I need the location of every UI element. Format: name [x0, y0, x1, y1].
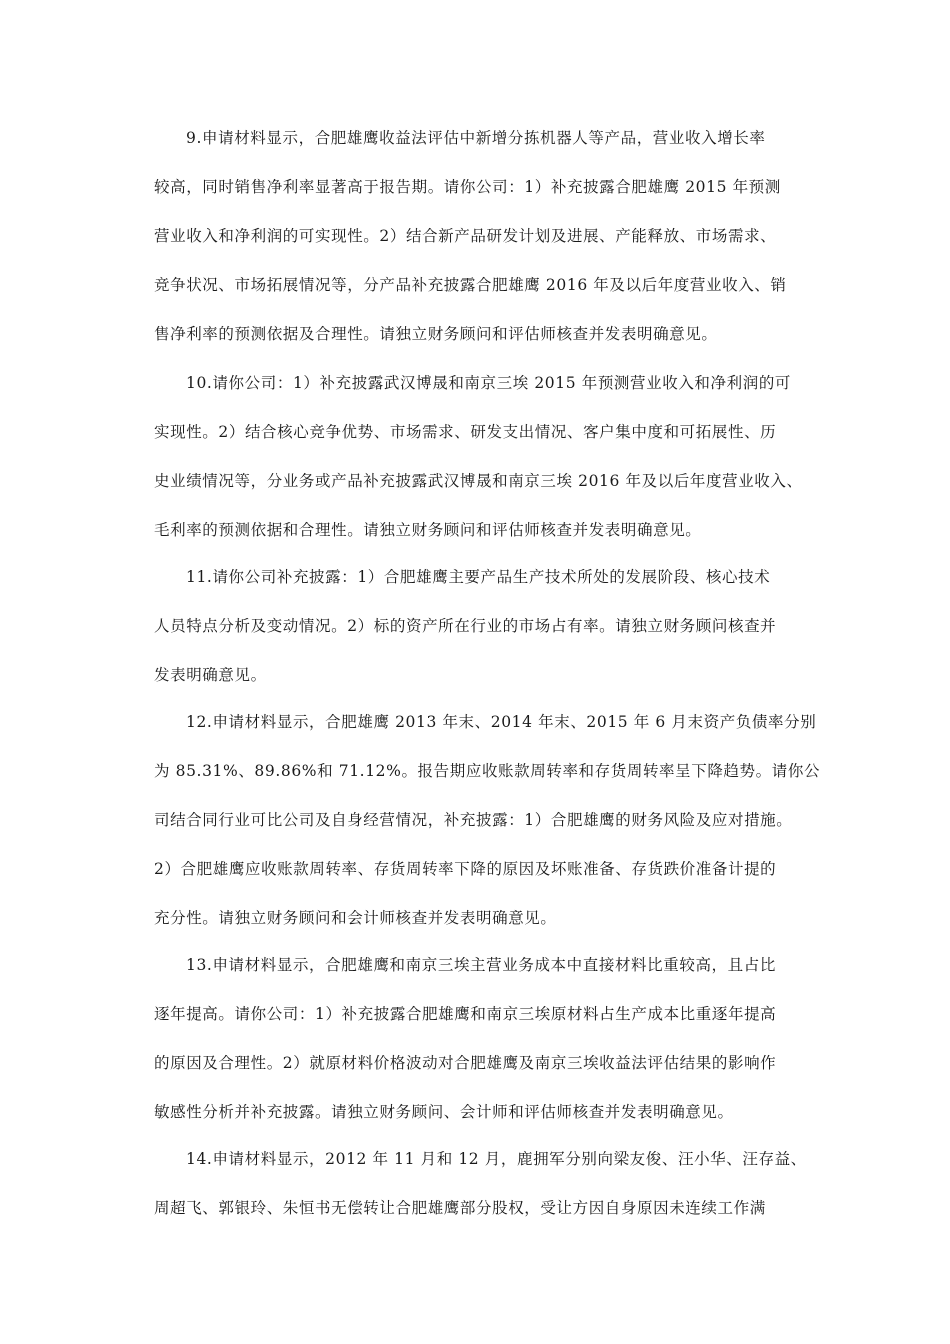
- q12-line-5: 充分性。请独立财务顾问和会计师核查并发表明确意见。: [154, 909, 557, 927]
- q10-line-3: 史业绩情况等，分业务或产品补充披露武汉博晟和南京三埃 2016 年及以后年度营业收入、: [154, 472, 803, 490]
- q12-line-3: 司结合同行业可比公司及自身经营情况，补充披露：1）合肥雄鹰的财务风险及应对措施。: [154, 811, 793, 829]
- q10-line-4: 毛利率的预测依据和合理性。请独立财务顾问和评估师核查并发表明确意见。: [154, 521, 702, 539]
- q12-line-1: 12.申请材料显示，合肥雄鹰 2013 年末、2014 年末、2015 年 6 月末资产负债率分别: [186, 713, 817, 731]
- q13-line-4: 敏感性分析并补充披露。请独立财务顾问、会计师和评估师核查并发表明确意见。: [154, 1103, 734, 1121]
- q14-line-2: 周超飞、郭银玲、朱恒书无偿转让合肥雄鹰部分股权，受让方因自身原因未连续工作满: [154, 1199, 766, 1217]
- q9-line-3: 营业收入和净利润的可实现性。2）结合新产品研发计划及进展、产能释放、市场需求、: [154, 227, 777, 245]
- q13-line-3: 的原因及合理性。2）就原材料价格波动对合肥雄鹰及南京三埃收益法评估结果的影响作: [154, 1054, 777, 1072]
- q11-line-1: 11.请你公司补充披露：1）合肥雄鹰主要产品生产技术所处的发展阶段、核心技术: [186, 568, 771, 586]
- q10-line-2: 实现性。2）结合核心竞争优势、市场需求、研发支出情况、客户集中度和可拓展性、历: [154, 423, 777, 441]
- q10-line-1: 10.请你公司：1）补充披露武汉博晟和南京三埃 2015 年预测营业收入和净利润的可: [186, 374, 792, 392]
- q13-line-2: 逐年提高。请你公司：1）补充披露合肥雄鹰和南京三埃原材料占生产成本比重逐年提高: [154, 1005, 777, 1023]
- q13-line-1: 13.申请材料显示，合肥雄鹰和南京三埃主营业务成本中直接材料比重较高，且占比: [186, 956, 776, 974]
- q11-line-2: 人员特点分析及变动情况。2）标的资产所在行业的市场占有率。请独立财务顾问核查并: [154, 617, 777, 635]
- q14-line-1: 14.申请材料显示，2012 年 11 月和 12 月，鹿拥军分别向梁友俊、汪小华、汪存益、: [186, 1150, 807, 1168]
- q9-line-2: 较高，同时销售净利率显著高于报告期。请你公司：1）补充披露合肥雄鹰 2015 年预测: [154, 178, 781, 196]
- q12-line-2: 为 85.31%、89.86%和 71.12%。报告期应收账款周转率和存货周转率呈下降趋势。请你公: [154, 762, 821, 780]
- q12-line-4: 2）合肥雄鹰应收账款周转率、存货周转率下降的原因及坏账准备、存货跌价准备计提的: [154, 860, 777, 878]
- q9-line-1: 9.申请材料显示，合肥雄鹰收益法评估中新增分拣机器人等产品，营业收入增长率: [186, 129, 766, 147]
- q11-line-3: 发表明确意见。: [154, 666, 267, 684]
- q9-line-5: 售净利率的预测依据及合理性。请独立财务顾问和评估师核查并发表明确意见。: [154, 325, 718, 343]
- q9-line-4: 竞争状况、市场拓展情况等，分产品补充披露合肥雄鹰 2016 年及以后年度营业收入、销: [154, 276, 787, 294]
